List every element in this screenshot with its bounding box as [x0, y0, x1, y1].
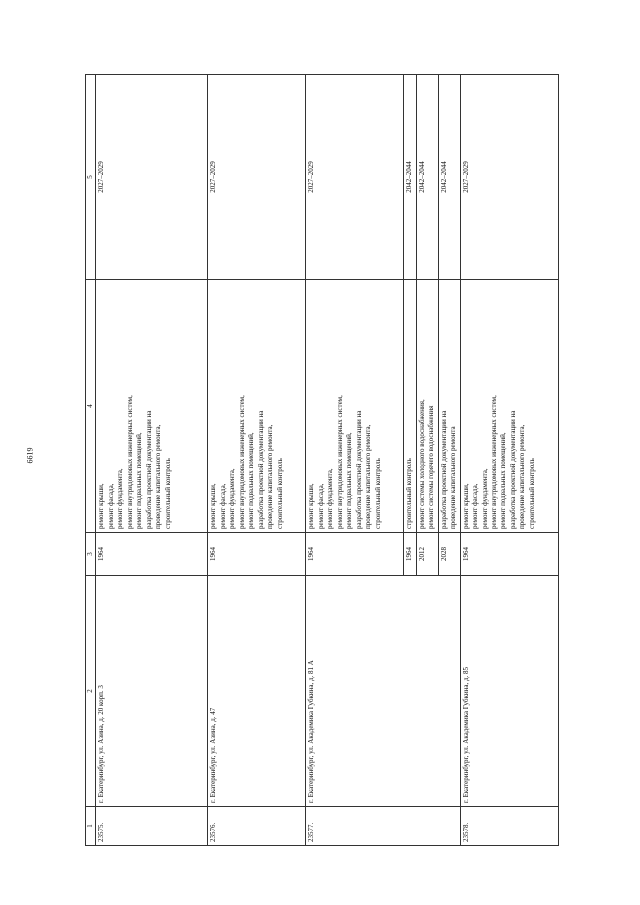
year-cell: 1964 — [460, 533, 558, 576]
year-cell: 2028 — [438, 533, 460, 576]
work-item: ремонт фасада, — [218, 483, 227, 529]
work-item: ремонт внутридомовых инженерных систем, — [335, 395, 344, 529]
work-item: ремонт фасада, — [471, 483, 480, 529]
work-item: строительный контроль — [527, 458, 536, 529]
year-cell: 1964 — [306, 533, 404, 576]
column-number-row — [86, 75, 96, 846]
period-cell: 2027–2029 — [460, 75, 558, 280]
table-row — [306, 75, 404, 846]
row-number: 23575. — [96, 807, 208, 846]
work-list-cell — [460, 280, 558, 533]
work-item: ремонт фундамента, — [480, 468, 489, 529]
rotated-table-container — [85, 80, 565, 846]
work-item: ремонт системы холодного водоснабжения, — [417, 399, 426, 529]
work-item: разработка проектной документации на — [354, 410, 363, 529]
work-item: ремонт внутридомовых инженерных систем, — [237, 395, 246, 529]
work-item: проведение капитального ремонта, — [266, 424, 275, 529]
work-item: ремонт крыши, — [307, 483, 316, 529]
row-number: 23577. — [306, 807, 460, 846]
row-number: 23576. — [208, 807, 306, 846]
period-cell: 2042–2044 — [416, 75, 438, 280]
column-header-1: 1 — [86, 807, 96, 846]
work-item: проведение капитального ремонта, — [154, 424, 163, 529]
address-cell: г. Екатеринбург, ул. Академика Губкина, д. 81 А — [306, 576, 460, 807]
work-item: строительный контроль — [163, 458, 172, 529]
address-cell: г. Екатеринбург, ул. Азина, д. 20 корп. 3 — [96, 576, 208, 807]
column-header-4: 4 — [86, 280, 96, 533]
work-item: ремонт крыши, — [209, 483, 218, 529]
work-item: строительный контроль — [405, 458, 414, 529]
year-cell: 1964 — [404, 533, 416, 576]
work-item: ремонт подвальных помещений, — [499, 432, 508, 529]
table-row — [460, 75, 558, 846]
work-list-cell — [96, 280, 208, 533]
work-item: разработка проектной документации на — [144, 410, 153, 529]
period-cell: 2027–2029 — [96, 75, 208, 280]
work-item: разработка проектной документации на — [439, 410, 448, 529]
work-list-cell — [404, 280, 416, 533]
table-row — [208, 75, 306, 846]
work-item: проведение капитального ремонта, — [364, 424, 373, 529]
work-list-cell — [438, 280, 460, 533]
work-item: разработка проектной документации на — [256, 410, 265, 529]
work-item: ремонт подвальных помещений, — [345, 432, 354, 529]
period-cell: 2027–2029 — [208, 75, 306, 280]
period-cell: 2042–2044 — [438, 75, 460, 280]
work-item: ремонт внутридомовых инженерных систем, — [489, 395, 498, 529]
work-item: ремонт подвальных помещений, — [135, 432, 144, 529]
year-cell: 1964 — [96, 533, 208, 576]
year-cell: 2012 — [416, 533, 438, 576]
work-item: ремонт фасада, — [106, 483, 115, 529]
address-cell: г. Екатеринбург, ул. Академика Губкина, д. 85 — [460, 576, 558, 807]
period-cell: 2042–2044 — [404, 75, 416, 280]
work-item: ремонт фундамента, — [116, 468, 125, 529]
work-item: строительный контроль — [275, 458, 284, 529]
document-sheet — [85, 80, 565, 846]
work-item: строительный контроль — [373, 458, 382, 529]
column-header-5: 5 — [86, 75, 96, 280]
work-list-cell — [306, 280, 404, 533]
work-item: разработка проектной документации на — [508, 410, 517, 529]
work-item: ремонт фасада, — [316, 483, 325, 529]
work-item: ремонт системы горячего водоснабжения — [427, 405, 436, 529]
work-item: ремонт крыши, — [97, 483, 106, 529]
row-number: 23578. — [460, 807, 558, 846]
work-item: ремонт фундамента, — [228, 468, 237, 529]
column-header-2: 2 — [86, 576, 96, 807]
work-item: проведение капитального ремонта, — [518, 424, 527, 529]
period-cell: 2027–2029 — [306, 75, 404, 280]
column-header-3: 3 — [86, 533, 96, 576]
page-number: 6619 — [25, 447, 35, 464]
work-item: проведение капитального ремонта — [449, 426, 458, 529]
year-cell: 1964 — [208, 533, 306, 576]
address-cell: г. Екатеринбург, ул. Азина, д. 47 — [208, 576, 306, 807]
work-item: ремонт крыши, — [461, 483, 470, 529]
work-item: ремонт внутридомовых инженерных систем, — [125, 395, 134, 529]
table-row — [96, 75, 208, 846]
work-item: ремонт фундамента, — [326, 468, 335, 529]
repair-schedule-table — [85, 74, 559, 846]
work-item: ремонт подвальных помещений, — [247, 432, 256, 529]
work-list-cell — [416, 280, 438, 533]
work-list-cell — [208, 280, 306, 533]
